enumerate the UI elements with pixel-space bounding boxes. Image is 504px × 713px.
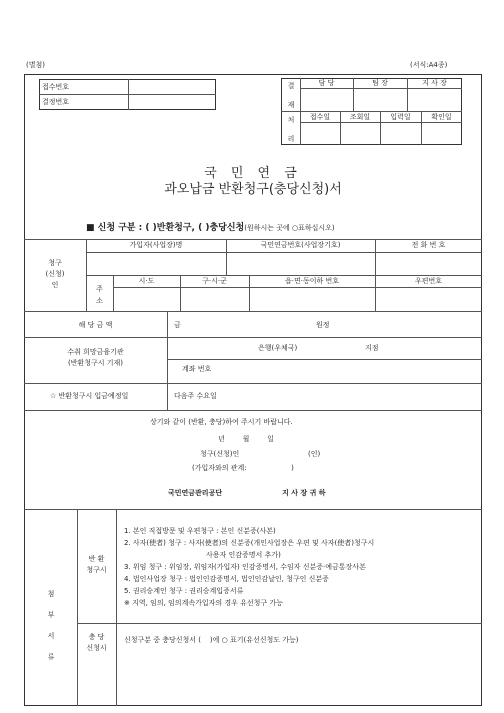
bank-label: 수취 희망금융기관	[67, 348, 124, 356]
refund-item-4: 4. 법인사업장 청구 : 법인인감증명서, 법인인감날인, 청구인 신분증	[124, 575, 329, 583]
amount-suffix: 원정	[316, 321, 330, 329]
deposit-date-label: ☆ 반환청구시 입금예정일	[50, 392, 129, 400]
deposit-date-value: 다음주 수요일	[174, 392, 217, 400]
seal-mark: (인)	[308, 450, 321, 458]
address-city-header: 구·시·군	[202, 277, 227, 285]
phone-header: 전 화 번 호	[411, 241, 446, 249]
form-subtitle: 과오납금 반환청구(충당신청)서	[164, 182, 342, 197]
form-spec-label: (서식:A4종)	[410, 61, 448, 69]
refund-item-3: 3. 위임 청구 : 위임장, 위임자(가입자) 인감증명서, 수임자 신분증·예금통장사본	[124, 563, 366, 571]
refund-item-2: 2. 사자(使者) 청구 : 사자(使者)의 신분증(개인사업장은 우편 및 사자(使者)청구시	[124, 539, 375, 547]
org-name: 국민연금관리공단	[168, 489, 223, 497]
amount-prefix: 금	[174, 321, 181, 329]
attachments-label: 첨 부 서 류	[47, 590, 55, 663]
apply-type-text: ■ 신청 구분 : ( )반환청구, ( )충당신청	[86, 223, 245, 233]
approval-branch-manager: 지 사 장	[422, 79, 447, 87]
refund-item-2-cont: 사용자 인감증명서 추가)	[206, 551, 281, 559]
applicant-name-header: 가입자(사업장)명	[129, 241, 183, 249]
branch-label: 지점	[365, 344, 379, 352]
refund-item-5: 5. 권리승계인 청구 : 권리승계입증서류	[124, 587, 244, 595]
process-confirm-date: 확인일	[431, 113, 452, 121]
phone-field[interactable]	[375, 253, 482, 275]
process-input-date: 입력일	[390, 113, 411, 121]
approval-label: 결 재	[287, 82, 295, 110]
bank-name-label: 은행(우체국)	[258, 344, 298, 352]
process-inquiry-date: 조회일	[349, 113, 371, 121]
postal-code-header: 우편번호	[414, 277, 443, 285]
process-label: 처 리	[287, 116, 295, 144]
declaration-statement: 상기와 같이 (반환, 충당)하여 주시기 바랍니다.	[150, 418, 293, 426]
bank-label-note: (반환청구시 기재)	[67, 359, 124, 367]
applicant-label: 청구 (신청) 인	[45, 259, 65, 289]
declaration-date: 년 월 일	[218, 435, 274, 443]
account-no-field[interactable]	[167, 360, 482, 383]
offset-request-text: 신청구분 중 충당신청서 ( )에 ○ 표기(유선신청도 가능)	[124, 636, 299, 644]
addressee: 지 사 장 귀 하	[282, 489, 326, 497]
refund-note: ※ 지역, 임의, 임의계속가입자의 경우 유선청구 가능	[124, 599, 283, 607]
process-receipt-date: 접수일	[309, 113, 331, 121]
address-town-header: 읍·면·동이하 번호	[284, 277, 339, 285]
amount-label: 해 당 금 액	[78, 321, 113, 329]
applicant-name-field[interactable]	[86, 253, 226, 275]
amount-input[interactable]	[190, 318, 310, 332]
receipt-no-label: 접수번호	[42, 83, 70, 91]
apply-type	[86, 220, 335, 233]
account-no-label: 계좌 번호	[182, 365, 212, 373]
approval-staff: 담 당	[318, 79, 335, 87]
claimant-label: 청구(신청)인	[200, 450, 240, 458]
pension-no-header: 국민연금번호(사업장기호)	[260, 241, 341, 249]
relation-label: (가입자와의 관계: )	[192, 464, 294, 472]
approval-team-lead: 팀 장	[372, 79, 388, 87]
address-province-header: 시·도	[138, 277, 155, 285]
refund-claim-label: 반 환 청구시	[86, 555, 107, 574]
refund-item-1: 1. 본인 직접방문 및 우편청구 : 본인 신분증(사본)	[124, 527, 276, 535]
apply-type-note: (원하시는 곳에 ○표하십시오)	[244, 224, 335, 232]
attachment-label: (별첨)	[26, 61, 45, 69]
decision-no-label: 결정번호	[42, 98, 70, 106]
offset-request-label: 충 당 신청시	[86, 633, 107, 652]
address-label: 주 소	[96, 285, 103, 305]
form-title: 국 민 연 금	[204, 166, 302, 181]
pension-no-field[interactable]	[226, 253, 375, 275]
